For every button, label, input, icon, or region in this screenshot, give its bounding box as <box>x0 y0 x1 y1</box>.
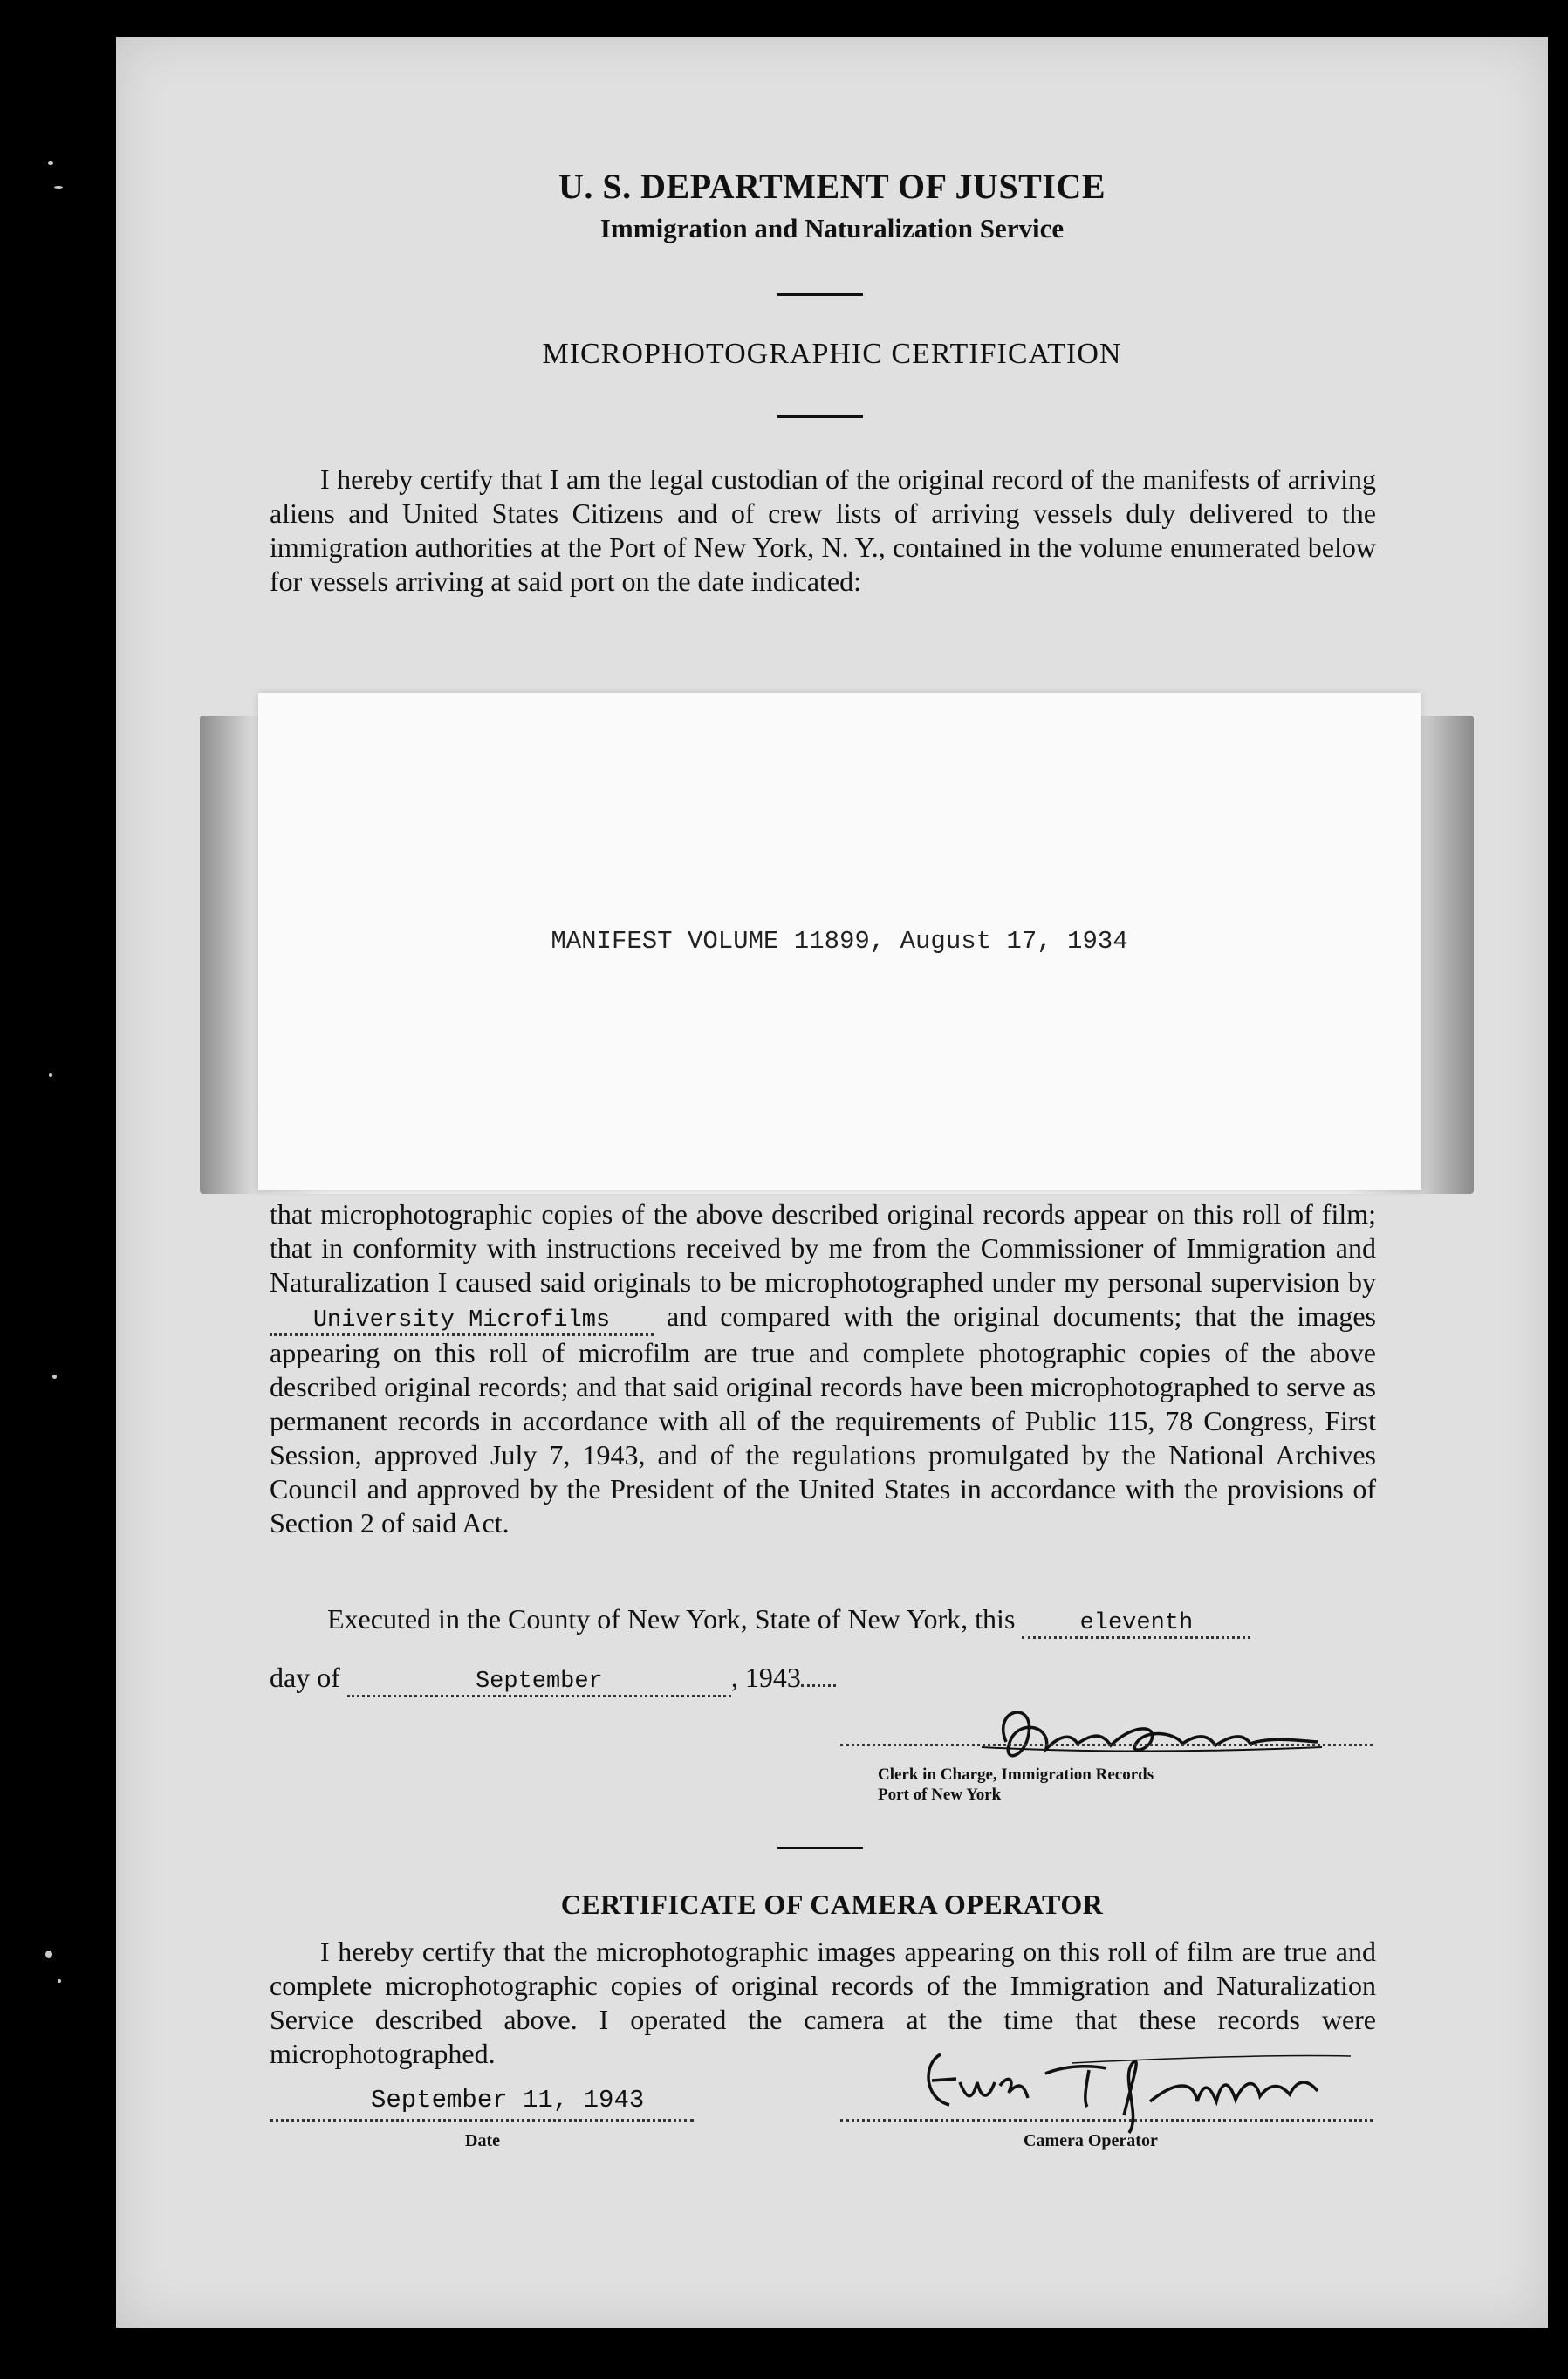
intro-text: I hereby certify that I am the legal custodian of the original record of the manifests of arriving aliens and United States Citizens and of crew lists of arriving vessels duly delivered to the immigration authorities at the Port of New York, N. Y., contained in the volume enumerated below for vessels arriving at said port on the date indicated: <box>270 463 1376 597</box>
certificate-page <box>116 37 1548 2328</box>
body-text-part1: that microphotographic copies of the above described original records appear on this roll of film; that in conformity with instructions received by me from the Commissioner of Immigration and Naturalization I caused said originals to be microphotographed under my personal supervision by <box>270 1198 1376 1298</box>
day-of-label: day of <box>270 1662 340 1693</box>
execution-date-line <box>270 1662 836 1697</box>
operator-date-value: September 11, 1943 <box>371 2086 645 2115</box>
date-label: Date <box>465 2131 500 2150</box>
execution-month-field <box>347 1669 731 1697</box>
clerk-signature-line <box>840 1744 1373 1746</box>
supervisor-value: University Microfilms <box>312 1307 611 1333</box>
execution-day-field <box>1022 1610 1250 1639</box>
execution-month-value: September <box>475 1669 603 1695</box>
year-dots <box>801 1684 836 1687</box>
camera-operator-signature-icon <box>914 2028 1403 2150</box>
divider-top <box>777 293 863 296</box>
camera-operator-heading: CERTIFICATE OF CAMERA OPERATOR <box>560 1889 1104 1920</box>
clerk-title-line2: Port of New York <box>878 1786 1002 1804</box>
camera-operator-text: I hereby certify that the microphotographic images appearing on this roll of film are true and complete microphotographic copies of original records of the Immigration and Naturalization Service described above. I operated the camera at the time that these records were microphotographed. <box>270 1936 1376 2069</box>
record-card <box>258 693 1421 1190</box>
certification-heading: MICROPHOTOGRAPHIC CERTIFICATION <box>542 338 1122 370</box>
intro-paragraph <box>270 463 1376 599</box>
service-subtitle: Immigration and Naturalization Service <box>599 213 1065 243</box>
divider-middle <box>777 415 863 418</box>
department-title: U. S. DEPARTMENT OF JUSTICE <box>558 167 1106 206</box>
year-prefix: , 194 <box>730 1662 787 1693</box>
clerk-title-line1: Clerk in Charge, Immigration Records <box>878 1765 1154 1784</box>
divider-bottom <box>777 1847 863 1849</box>
camera-operator-label: Camera Operator <box>1024 2131 1158 2150</box>
execution-line <box>327 1603 1250 1639</box>
year-digit: 3 <box>786 1662 801 1693</box>
execution-prefix: Executed in the County of New York, State of New York, this <box>327 1603 1016 1635</box>
execution-day-value: eleventh <box>1079 1610 1194 1636</box>
clerk-title <box>878 1765 1154 1805</box>
body-paragraph <box>270 1197 1376 1540</box>
camera-operator-signature-line <box>840 2119 1373 2122</box>
body-text-part2: and compared with the original documents; that the images appearing on this roll of microfilm are true and complete photographic copies of the above described original records; and that said original records have been microphotographed to serve as permanent records in accordance with all of the requirements of Public 115, 78 Congress, First Session, approved July 7, 1943, and of the regulations promulgated by the National Archives Council and approved by the President of the United States in accordance with the provisions of Section 2 of said Act. <box>270 1300 1377 1539</box>
supervisor-field <box>270 1307 654 1336</box>
date-line <box>270 2119 694 2122</box>
manifest-volume-text: MANIFEST VOLUME 11899, August 17, 1934 <box>551 927 1128 956</box>
